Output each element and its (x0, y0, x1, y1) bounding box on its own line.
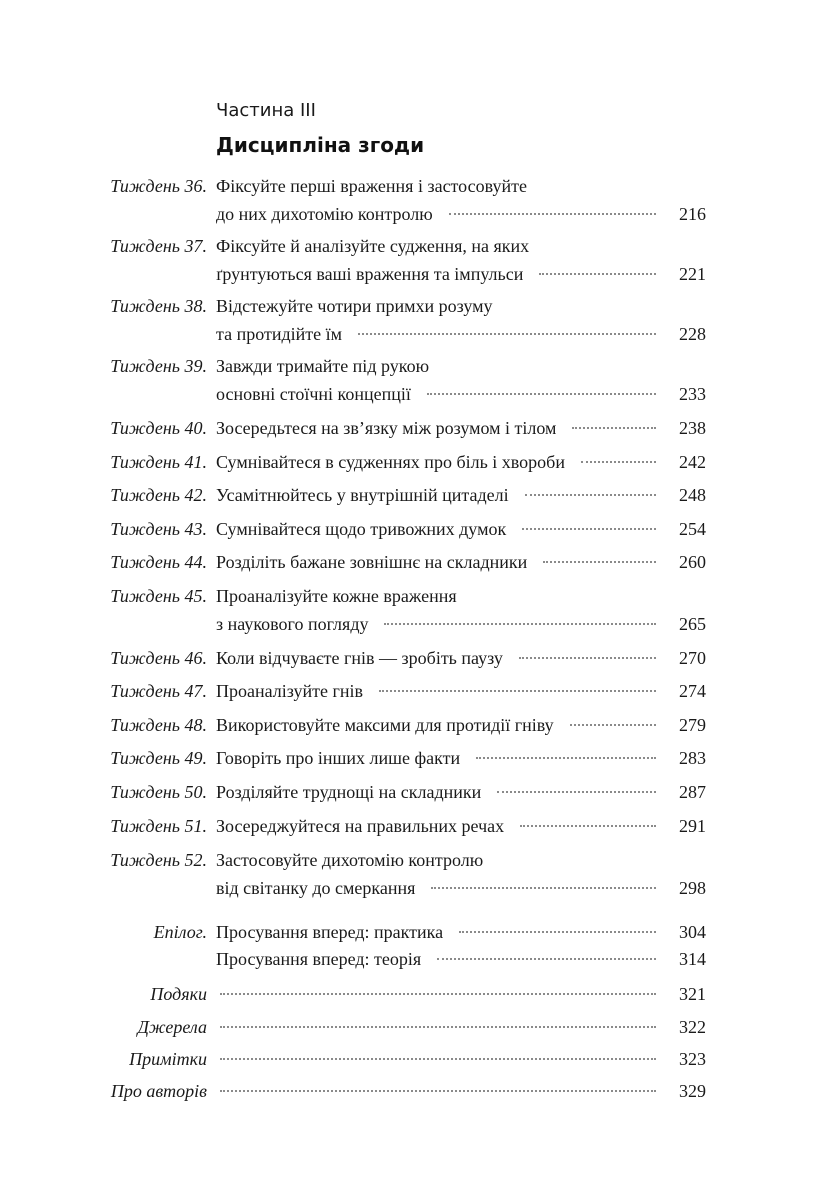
back-matter-line (216, 1081, 706, 1102)
part-title: Дисципліна згоди (216, 133, 425, 157)
week-label: Тиждень 38. (110, 296, 207, 316)
entry-title-line (216, 782, 706, 803)
week-label: Тиждень 43. (110, 519, 207, 539)
dotted-leader (459, 931, 656, 933)
dotted-leader (519, 657, 656, 659)
page-number: 304 (679, 922, 706, 942)
entry-title-line (216, 264, 706, 285)
entry-title-text: Говоріть про інших лише факти (216, 748, 461, 768)
page-number: 221 (679, 264, 706, 284)
dotted-leader (220, 1026, 656, 1028)
epilogue-item-text: Просування вперед: теорія (216, 949, 422, 969)
entry-title-line (216, 648, 706, 669)
dotted-leader (220, 1090, 656, 1092)
page-number: 322 (679, 1017, 706, 1037)
page-number: 287 (679, 782, 706, 802)
page-number: 216 (679, 204, 706, 224)
entry-title-text: до них дихотомію контролю (216, 204, 433, 224)
entry-title-text: Проаналізуйте кожне враження (216, 586, 457, 606)
entry-title-text: Застосовуйте дихотомію контролю (216, 850, 484, 870)
dotted-leader (497, 791, 656, 793)
entry-title-line (216, 519, 706, 540)
entry-title-text: ґрунтуються ваші враження та імпульси (216, 264, 524, 284)
week-label: Тиждень 47. (110, 681, 207, 701)
dotted-leader (476, 757, 656, 759)
entry-title-line (216, 586, 706, 607)
entry-title-text: Фіксуйте й аналізуйте судження, на яких (216, 236, 530, 256)
entry-title-line (216, 485, 706, 506)
entry-title-text: Сумнівайтеся щодо тривожних думок (216, 519, 507, 539)
dotted-leader (543, 561, 656, 563)
week-label: Тиждень 48. (110, 715, 207, 735)
page-number: 242 (679, 452, 706, 472)
entry-title-line (216, 816, 706, 837)
entry-title-text: Коли відчуваєте гнів — зробіть паузу (216, 648, 503, 668)
entry-title-line (216, 715, 706, 736)
week-label: Тиждень 42. (110, 485, 207, 505)
entry-title-line (216, 681, 706, 702)
dotted-leader (539, 273, 656, 275)
page-number: 329 (679, 1081, 706, 1101)
dotted-leader (520, 825, 656, 827)
entry-title-text: та протидійте їм (216, 324, 343, 344)
page-number: 238 (679, 418, 706, 438)
dotted-leader (431, 887, 656, 889)
entry-title-text: Завжди тримайте під рукою (216, 356, 430, 376)
week-label: Тиждень 51. (110, 816, 207, 836)
page-number: 321 (679, 984, 706, 1004)
entry-title-text: Сумнівайтеся в судженнях про біль і хвороби (216, 452, 565, 472)
entry-title-line (216, 748, 706, 769)
back-matter-label: Джерела (137, 1017, 207, 1037)
back-matter-label: Подяки (150, 984, 207, 1004)
entry-title-text: від світанку до смеркання (216, 878, 416, 898)
page-number: 254 (679, 519, 706, 539)
page-number: 291 (679, 816, 706, 836)
page-number: 228 (679, 324, 706, 344)
entry-title-line (216, 614, 706, 635)
entry-title-line (216, 176, 706, 197)
page-number: 270 (679, 648, 706, 668)
entry-title-line (216, 236, 706, 257)
epilogue-item[interactable] (216, 949, 706, 970)
page-number: 233 (679, 384, 706, 404)
entry-title-text: Зосереджуйтеся на правильних речах (216, 816, 505, 836)
week-label: Тиждень 46. (110, 648, 207, 668)
back-matter-label: Примітки (129, 1049, 207, 1069)
entry-title-line (216, 452, 706, 473)
week-label: Тиждень 37. (110, 236, 207, 256)
dotted-leader (525, 494, 656, 496)
page-number: 279 (679, 715, 706, 735)
epilogue-label: Епілог. (153, 922, 207, 942)
entry-title-line (216, 384, 706, 405)
page-number: 265 (679, 614, 706, 634)
week-label: Тиждень 50. (110, 782, 207, 802)
entry-title-text: з наукового погляду (216, 614, 369, 634)
entry-title-line (216, 204, 706, 225)
dotted-leader (522, 528, 656, 530)
week-label: Тиждень 41. (110, 452, 207, 472)
back-matter-label: Про авторів (110, 1081, 207, 1101)
epilogue-item[interactable] (216, 922, 706, 943)
entry-title-text: Відстежуйте чотири примхи розуму (216, 296, 493, 316)
dotted-leader (384, 623, 656, 625)
dotted-leader (220, 1058, 656, 1060)
entry-title-line (216, 296, 706, 317)
dotted-leader (427, 393, 656, 395)
entry-title-text: Фіксуйте перші враження і застосовуйте (216, 176, 527, 196)
page-number: 298 (679, 878, 706, 898)
dotted-leader (437, 958, 656, 960)
entry-title-line (216, 552, 706, 573)
week-label: Тиждень 40. (110, 418, 207, 438)
dotted-leader (570, 724, 656, 726)
dotted-leader (581, 461, 656, 463)
entry-title-line (216, 418, 706, 439)
entry-title-text: Розділяйте труднощі на складники (216, 782, 482, 802)
dotted-leader (220, 993, 656, 995)
back-matter-line (216, 984, 706, 1005)
back-matter-line (216, 1017, 706, 1038)
entry-title-text: основні стоїчні концепції (216, 384, 411, 404)
entry-title-text: Усамітнюйтесь у внутрішній цитаделі (216, 485, 509, 505)
page-number: 283 (679, 748, 706, 768)
page-number: 248 (679, 485, 706, 505)
entry-title-line (216, 878, 706, 899)
page-number: 323 (679, 1049, 706, 1069)
dotted-leader (358, 333, 656, 335)
dotted-leader (379, 690, 656, 692)
week-label: Тиждень 52. (110, 850, 207, 870)
entry-title-line (216, 850, 706, 871)
entry-title-line (216, 324, 706, 345)
dotted-leader (449, 213, 656, 215)
week-label: Тиждень 44. (110, 552, 207, 572)
entry-title-text: Зосередьтеся на зв’язку між розумом і тілом (216, 418, 557, 438)
page-number: 260 (679, 552, 706, 572)
back-matter-line (216, 1049, 706, 1070)
week-label: Тиждень 49. (110, 748, 207, 768)
week-label: Тиждень 36. (110, 176, 207, 196)
entry-title-text: Використовуйте максими для протидії гніву (216, 715, 554, 735)
entry-title-text: Розділіть бажане зовнішнє на складники (216, 552, 528, 572)
entry-title-line (216, 356, 706, 377)
week-label: Тиждень 39. (110, 356, 207, 376)
epilogue-item-text: Просування вперед: практика (216, 922, 444, 942)
entry-title-text: Проаналізуйте гнів (216, 681, 363, 701)
page-number: 274 (679, 681, 706, 701)
dotted-leader (572, 427, 656, 429)
week-label: Тиждень 45. (110, 586, 207, 606)
page-number: 314 (679, 949, 706, 969)
part-label: Частина III (216, 100, 316, 121)
